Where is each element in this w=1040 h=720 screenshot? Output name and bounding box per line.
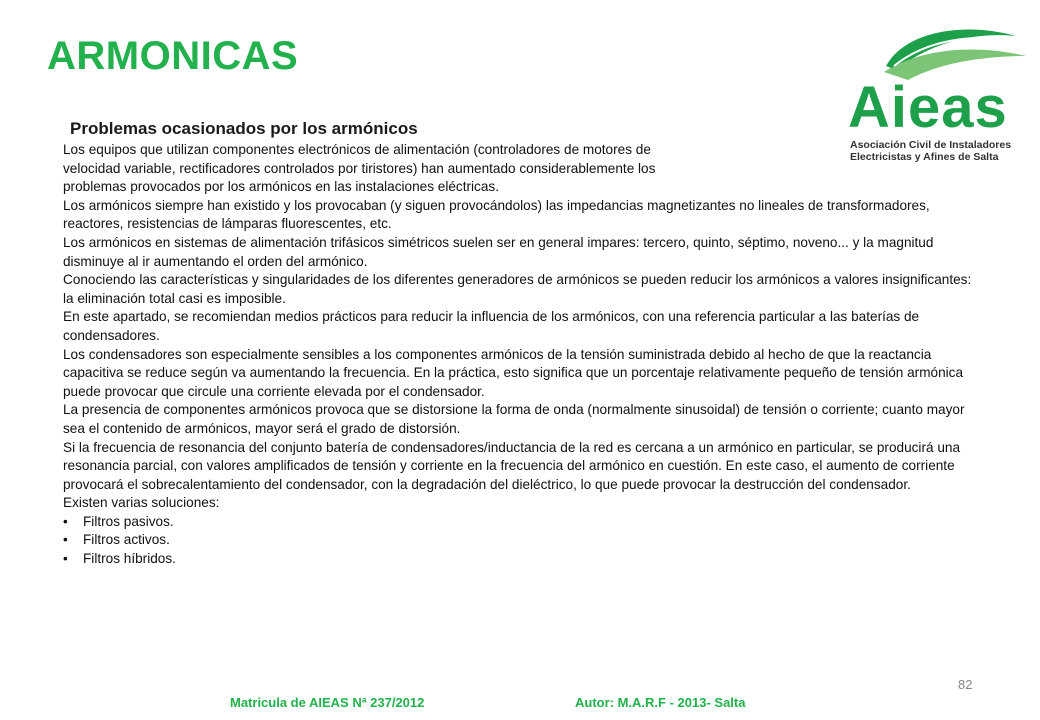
paragraph: Los armónicos en sistemas de alimentación trifásicos simétricos suelen ser en general impares: tercero, quinto, séptimo, noveno... y la magnitud disminuye al ir aumentando el orden del armónico. [63,234,934,269]
logo-subtitle-line-2: Electricistas y Afines de Salta [850,151,999,163]
paragraph: Los armónicos siempre han existido y los provocaban (y siguen provocándolos) las impedancias magnetizantes no lineales de transformadores, reactores, resistencias de lámparas fluorescentes, etc. [63,197,930,232]
list-item: • Filtros híbridos. [63,550,978,569]
paragraph: Los condensadores son especialmente sensibles a los componentes armónicos de la tensión suministrada debido al hecho de que la reactancia capacitiva se reduce según va aumentando la frecuencia. En la práctica, esto significa que un porcentaje relativamente pequeño de tensión armónica puede provocar que circule una corriente elevada por el condensador. [63,346,964,399]
solutions-list [63,513,978,569]
slide-title: ARMONICAS [47,34,299,78]
page-number: 82 [958,677,973,692]
logo-wordmark: Aieas [848,75,1008,140]
bullet-icon: • [63,551,68,567]
paragraph: Conociendo las características y singularidades de los diferentes generadores de armónicos se pueden reducir los armónicos a valores insignificantes: la eliminación total casi es imposible. [63,272,972,306]
list-item: • Filtros pasivos. [63,513,978,532]
paragraph: La presencia de componentes armónicos provoca que se distorsione la forma de onda (normalmente sinusoidal) de tensión o corriente; cuanto mayor sea el contenido de armónicos, mayor será el grado de distorsión. [63,402,965,436]
bullet-icon: • [63,513,68,529]
footer-author: Autor: M.A.R.F - 2013- Salta [575,695,746,710]
paragraph: Existen varias soluciones: [63,495,220,511]
list-item: • Filtros activos. [63,531,978,550]
bullet-icon: • [63,532,68,548]
footer-registration: Matricula de AIEAS Nª 237/2012 [230,695,425,710]
paragraph: Si la frecuencia de resonancia del conjunto batería de condensadores/inductancia de la red es cercana a un armónico en particular, se producirá una resonancia parcial, con valores amplificados de tensión y corriente en la frecuencia del armónico en cuestión. En este caso, el aumento de corriente provocará el sobrecalentamiento del condensador, con la degradación del dieléctrico, lo que puede provocar la destrucción del condensador. [63,439,961,492]
paragraph: En este apartado, se recomiendan medios prácticos para reducir la influencia de los armónicos, con una referencia particular a las baterías de condensadores. [63,309,920,343]
logo-subtitle-line-1: Asociación Civil de Instaladores [850,139,1012,151]
body-text [63,141,978,569]
section-heading: Problemas ocasionados por los armónicos [70,119,418,138]
paragraph: Los equipos que utilizan componentes electrónicos de alimentación (controladores de motores de velocidad variable, rectificadores controlados por tiristores) han aumentado considerablemente los problemas provocados por los armónicos en las instalaciones eléctricas. [63,142,656,195]
